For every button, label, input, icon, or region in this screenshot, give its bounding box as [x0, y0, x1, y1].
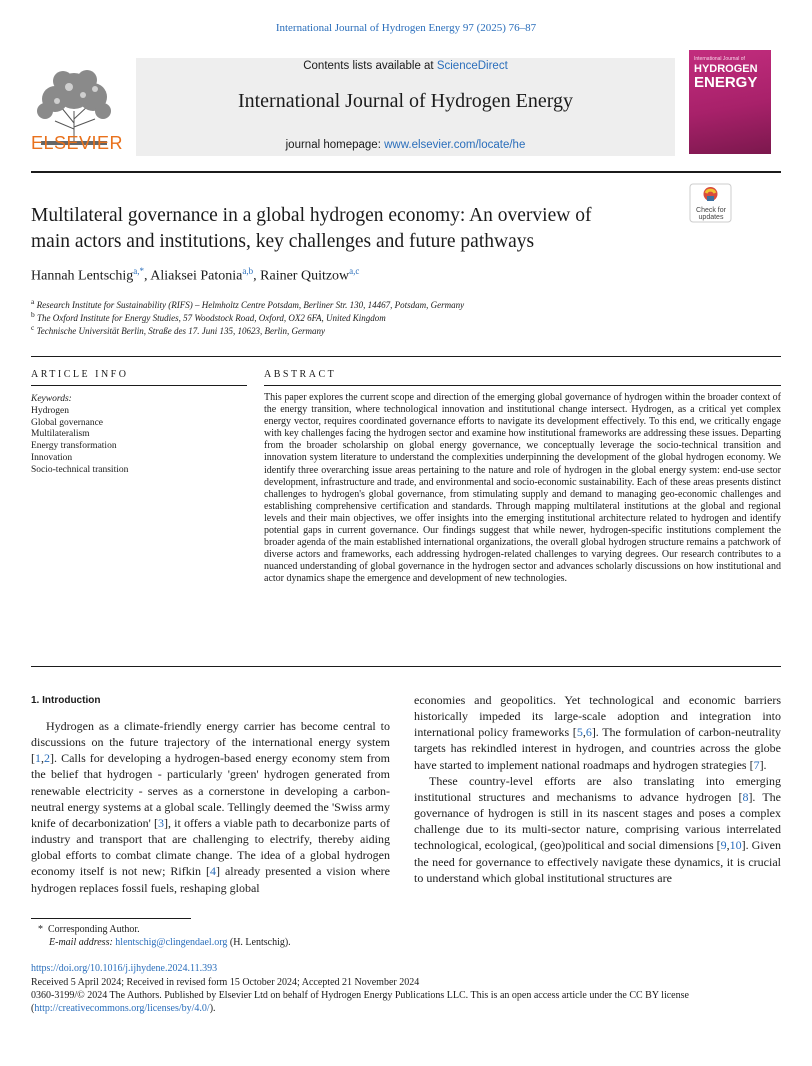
footnote-rule [31, 918, 191, 919]
text-run: Hydrogen as a climate-friendly energy carrier has become central to discussions on the future trajectory of the international energy system [ [31, 719, 390, 766]
contents-line [136, 60, 675, 72]
text-run: ]. The governance of hydrogen is still in its nascent stages and poses a complex challenge due to its multi-sector nature, comprising various interrelated technological, ecological, (geo)political and social dimensions [ [414, 789, 781, 853]
text-run: ]. The formulation of carbon-neutrality targets has rekindled interest in hydrogen, and countries across the globe have started to implement national roadmaps and hydrogen strategies [ [414, 725, 782, 772]
keyword: Multilateralism [31, 429, 90, 440]
author-name[interactable]: Aliaksei Patonia [150, 268, 243, 284]
keyword: Energy transformation [31, 441, 117, 452]
author-list [31, 266, 359, 285]
license-suffix: ). [209, 1002, 216, 1014]
journal-cover-thumbnail[interactable] [689, 50, 771, 154]
introduction-heading: 1. Introduction [31, 695, 101, 706]
author-name[interactable]: Rainer Quitzow [260, 268, 350, 284]
license-note [31, 990, 791, 1015]
text-run: , [41, 751, 44, 766]
citation-ref[interactable]: 7 [753, 757, 760, 772]
text-run: , [726, 838, 730, 853]
email-label: E-mail address: [49, 937, 116, 948]
title-line1: Multilateral governance in a global hydrogen economy: An overview of [31, 205, 592, 226]
check-for-updates-label [686, 207, 736, 221]
author-affil-sup[interactable]: a,c [349, 266, 360, 276]
article-info-rule [31, 385, 247, 386]
author-name[interactable]: Hannah Lentschig [31, 268, 134, 284]
affil-marker: a [31, 297, 35, 306]
citation-ref[interactable]: 8 [742, 789, 749, 804]
author-sep: , [253, 268, 261, 284]
cover-small-title: International Journal of [694, 56, 745, 62]
corresponding-text: Corresponding Author. [48, 924, 140, 935]
text-run: ]. [759, 757, 767, 772]
corresponding-note: * Corresponding Author. [38, 924, 140, 935]
check-label-line2: updates [698, 214, 724, 221]
journal-homepage-line [136, 139, 675, 151]
received-dates: Received 5 April 2024; Received in revised form 15 October 2024; Accepted 21 November 2024 [31, 977, 420, 988]
author-affil-sup[interactable]: a,* [133, 266, 144, 276]
affiliation-c [31, 323, 325, 336]
journal-citation[interactable]: International Journal of Hydrogen Energy 97 (2025) 76–87 [275, 22, 537, 34]
affil-marker: b [31, 310, 35, 319]
affiliation-a [31, 297, 464, 310]
affil-marker: c [31, 323, 35, 332]
article-info-heading: ARTICLE INFO [31, 369, 129, 380]
cover-title-line1: HYDROGEN [694, 63, 758, 75]
keyword: Hydrogen [31, 405, 69, 416]
email-link[interactable]: hlentschig@clingendael.org [115, 937, 228, 948]
intro-paragraph-1 [31, 718, 390, 896]
affil-text: Technische Universität Berlin, Straße des 17. Juni 135, 10623, Berlin, Germany [36, 326, 325, 336]
license-prefix: 0360-3199/© 2024 The Authors. Published by Elsevier Ltd on behalf of Hydrogen Energy Publications LLC. This is an open access article under the CC BY license ( [31, 990, 689, 1014]
affil-text: The Oxford Institute for Energy Studies, 57 Woodstock Road, Oxford, OX2 6FA, United Kingdom [37, 313, 386, 323]
section-divider [31, 356, 781, 357]
sciencedirect-link[interactable]: ScienceDirect [436, 60, 508, 72]
keywords-label: Keywords: [31, 394, 72, 404]
keywords-block [31, 394, 251, 477]
affiliation-b [31, 310, 386, 323]
abstract-rule [264, 385, 781, 386]
intro-column-2 [414, 692, 781, 886]
header-divider [31, 171, 781, 173]
text-run: ] already presented a vision where hydrogen replaces fossil fuels, reshaping global [31, 864, 390, 895]
text-run: economies and geopolitics. Yet technological and economic barriers historically impeded its large-scale adoption and integration into international policy frameworks [ [414, 693, 781, 740]
abstract-text: This paper explores the current scope and direction of the emerging global governance of hydrogen within the broader context of the energy transition, where technological innovation and institutional change intersect. Hydrogen, as a critical yet complex energy vector, requires coordinated governance efforts to navigate its development effectively. To this end, we critically engage with key challenges facing the hydrogen sector and examine how institutional frameworks are addressing these issues. Departing from the broader scholarship on global energy governance, we conceptually leverage the socio-technical transition and innovation system literature to understand the complexities underpinning the development of the global hydrogen economy. We identify three overarching issue areas pertaining to the nature and role of hydrogen in the global energy system: end-use sector development, infrastructure and trade, and environmental and socio-economic sustainability. Each of these areas presents distinct challenges to hydrogen's global governance, from stimulating supply and demand to managing geo-economic challenges and establishing comprehensive certification and standards. Through mapping multilateral institutions at the global and regional levels and their main objectives, we offer insights into the emerging institutional architecture related to hydrogen and identify potential gaps in current governance. Our findings suggest that while newer, hydrogen-specific institutions complement the broader agenda of the main established international organizations, the overall global hydrogen structure remains a patchwork of diverse actors and frameworks, each addressing hydrogen-related challenges to varying degrees. Our research contributes to a nuanced understanding of global governance in the hydrogen sector and advances scholarly discussions on how institutional and actor dynamics shape the emergence and development of new technologies. [264, 392, 781, 585]
citation-ref[interactable]: 3 [158, 815, 164, 830]
journal-title: International Journal of Hydrogen Energy [237, 90, 574, 112]
intro-paragraph-2 [414, 773, 781, 886]
text-run: These country-level efforts are also translating into emerging institutional structures and mechanisms to advance hydrogen [ [414, 773, 781, 804]
text-run: , [582, 725, 586, 740]
keyword: Global governance [31, 417, 104, 428]
author-sep: , [144, 268, 151, 284]
cover-title-line2: ENERGY [694, 74, 758, 91]
author-affil-sup[interactable]: a,b [242, 266, 254, 276]
citation-ref[interactable]: 2 [44, 751, 50, 766]
citation-ref[interactable]: 9 [720, 838, 727, 853]
email-note [49, 937, 291, 950]
text-run: ], it offers a viable path to decarbonize parts of industry and transport that are challenging to electrify, thereby aiding global efforts to combat climate change. The idea of a global hydrogen economy itself is not new; Rifkin [ [31, 815, 390, 879]
text-run: ]. Calls for developing a hydrogen-based energy economy stem from the belief that hydrogen - particularly 'green' hydrogen generated from renewable electricity - serves as a cornerstone in developing a carbon-neutral energy systems at a global scale. Tellingly deemed the 'Swiss army knife of decarbonization' [ [31, 751, 390, 830]
citation-ref[interactable]: 4 [210, 864, 216, 879]
text-run: ]. Given the need for governance to effectively navigate these dynamics, it is crucial to understand which global institutional structures are [414, 838, 781, 885]
abstract-heading: ABSTRACT [264, 369, 337, 380]
citation-ref[interactable]: 5 [576, 725, 583, 740]
article-title [31, 203, 671, 255]
body-divider [31, 666, 781, 667]
citation-ref[interactable]: 1 [35, 751, 41, 766]
email-suffix: (H. Lentschig). [227, 937, 291, 948]
homepage-link[interactable]: www.elsevier.com/locate/he [384, 139, 526, 151]
publisher-wordmark[interactable]: ELSEVIER [31, 133, 124, 153]
keyword: Innovation [31, 452, 73, 463]
check-label-line1: Check for [696, 207, 726, 214]
doi-link[interactable]: https://doi.org/10.1016/j.ijhydene.2024.11.393 [31, 963, 218, 974]
homepage-prefix: journal homepage: [285, 139, 385, 151]
title-line2: main actors and institutions, key challenges and future pathways [31, 231, 535, 252]
citation-ref[interactable]: 10 [729, 838, 742, 853]
contents-prefix: Contents lists available at [303, 60, 437, 72]
affil-text: Research Institute for Sustainability (RIFS) – Helmholtz Centre Potsdam, Berliner Str. 130, 14467, Potsdam, Germany [36, 300, 465, 310]
citation-ref[interactable]: 6 [585, 725, 592, 740]
keyword: Socio-technical transition [31, 464, 129, 475]
license-link[interactable]: http://creativecommons.org/licenses/by/4.0/ [34, 1002, 210, 1014]
intro-paragraph-1-cont [414, 692, 781, 773]
